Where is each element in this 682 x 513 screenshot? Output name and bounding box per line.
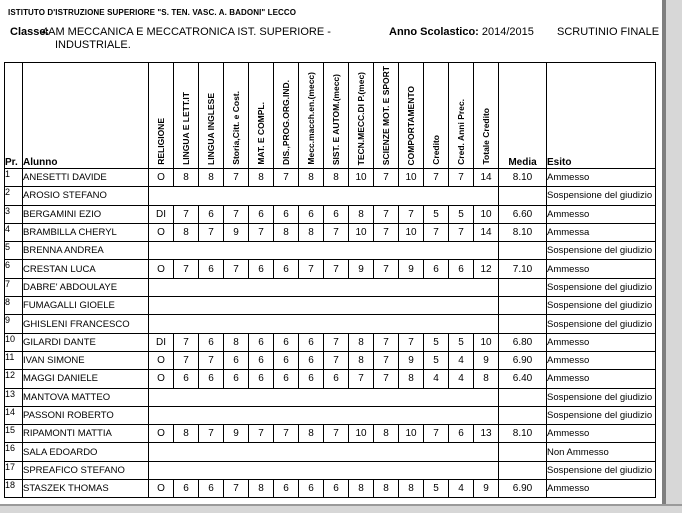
grade-cell-11: 4 [424,370,449,388]
media-cell: 6.60 [499,205,547,223]
classe-value-line2: INDUSTRIALE. [55,39,131,51]
column-header-alunno: Alunno [23,63,149,169]
grades-empty-cell [149,297,499,315]
row-number: 11 [5,351,23,369]
esito-cell: Sospensione del giudizio [547,278,656,296]
row-number: 2 [5,187,23,205]
grade-cell-11: 5 [424,480,449,498]
grade-cell-1: 7 [174,205,199,223]
classe-value-line1: 4AM MECCANICA E MECCATRONICA IST. SUPERIORE - [42,26,331,38]
grade-cell-7: 7 [324,260,349,278]
media-cell: 6.90 [499,351,547,369]
grade-cell-2: 6 [199,333,224,351]
grade-cell-1: 7 [174,333,199,351]
media-cell: 8.10 [499,425,547,443]
grade-cell-6: 6 [299,480,324,498]
scrutinio-finale-label: SCRUTINIO FINALE [557,26,660,38]
esito-cell: Sospensione del giudizio [547,297,656,315]
row-number: 15 [5,425,23,443]
grade-cell-1: 8 [174,425,199,443]
media-cell: 8.10 [499,223,547,241]
student-name: CRESTAN LUCA [23,260,149,278]
grade-cell-5: 7 [274,169,299,187]
grade-cell-10: 9 [399,260,424,278]
grade-cell-12: 6 [449,260,474,278]
media-cell: 7.10 [499,260,547,278]
row-number: 7 [5,278,23,296]
column-header-subject-8: TECN.MECC.DI P.(mec) [349,63,374,169]
grade-cell-9: 8 [374,480,399,498]
grade-cell-12: 4 [449,351,474,369]
grade-cell-9: 7 [374,169,399,187]
media-cell [499,278,547,296]
anno-scolastico-value: 2014/2015 [481,26,534,38]
table-row [5,187,656,205]
esito-cell: Ammesso [547,351,656,369]
grade-cell-3: 8 [224,333,249,351]
grade-cell-13: 14 [474,169,499,187]
media-cell: 6.40 [499,370,547,388]
column-header-subject-11: Credito [424,63,449,169]
grade-cell-8: 7 [349,370,374,388]
grade-cell-11: 6 [424,260,449,278]
grade-cell-12: 4 [449,370,474,388]
table-row [5,223,656,241]
grade-cell-12: 6 [449,425,474,443]
school-name: ISTITUTO D'ISTRUZIONE SUPERIORE "S. TEN. VASC. A. BADONI" LECCO [8,8,297,17]
esito-cell: Sospensione del giudizio [547,388,656,406]
row-number: 12 [5,370,23,388]
grade-cell-4: 8 [249,169,274,187]
grade-cell-12: 7 [449,223,474,241]
row-number: 9 [5,315,23,333]
grade-cell-6: 6 [299,370,324,388]
grade-cell-8: 9 [349,260,374,278]
student-name: MANTOVA MATTEO [23,388,149,406]
grade-cell-10: 8 [399,480,424,498]
grade-cell-11: 7 [424,223,449,241]
grade-cell-3: 7 [224,169,249,187]
grades-empty-cell [149,315,499,333]
grades-table [4,62,656,498]
column-header-subject-5: DIS.,PROG.ORG.IND. [274,63,299,169]
esito-cell: Sospensione del giudizio [547,406,656,424]
grade-cell-4: 7 [249,425,274,443]
grade-cell-2: 6 [199,480,224,498]
grade-cell-1: 8 [174,169,199,187]
esito-cell: Ammesso [547,169,656,187]
esito-cell: Ammesso [547,370,656,388]
grade-cell-3: 7 [224,260,249,278]
grade-cell-0: O [149,351,174,369]
grade-cell-9: 7 [374,370,399,388]
grade-cell-4: 6 [249,205,274,223]
grade-cell-4: 8 [249,480,274,498]
student-name: RIPAMONTI MATTIA [23,425,149,443]
grade-cell-9: 7 [374,205,399,223]
grade-cell-7: 6 [324,205,349,223]
grade-cell-6: 8 [299,425,324,443]
grade-cell-8: 8 [349,205,374,223]
column-header-subject-12: Cred. Anni Prec. [449,63,474,169]
grade-cell-13: 9 [474,480,499,498]
student-name: SPREAFICO STEFANO [23,461,149,479]
grade-cell-2: 7 [199,351,224,369]
grade-cell-2: 6 [199,260,224,278]
table-row [5,443,656,461]
grade-cell-8: 8 [349,351,374,369]
table-row [5,315,656,333]
grade-cell-8: 10 [349,425,374,443]
grade-cell-13: 12 [474,260,499,278]
grade-cell-10: 10 [399,223,424,241]
grade-cell-9: 7 [374,260,399,278]
grade-cell-10: 7 [399,205,424,223]
grade-cell-7: 7 [324,333,349,351]
student-name: BRAMBILLA CHERYL [23,223,149,241]
grade-cell-6: 6 [299,205,324,223]
grade-cell-5: 6 [274,351,299,369]
grade-cell-2: 7 [199,223,224,241]
grades-empty-cell [149,187,499,205]
grade-cell-4: 6 [249,351,274,369]
grade-cell-3: 7 [224,480,249,498]
grade-cell-10: 10 [399,169,424,187]
grade-cell-7: 8 [324,169,349,187]
grade-cell-6: 6 [299,333,324,351]
row-number: 1 [5,169,23,187]
table-row [5,425,656,443]
esito-cell: Ammessa [547,223,656,241]
row-number: 5 [5,242,23,260]
student-name: AROSIO STEFANO [23,187,149,205]
row-number: 8 [5,297,23,315]
column-header-subject-10: COMPORTAMENTO [399,63,424,169]
media-cell [499,443,547,461]
grade-cell-13: 13 [474,425,499,443]
student-name: SALA EDOARDO [23,443,149,461]
grade-cell-3: 9 [224,223,249,241]
grade-cell-12: 5 [449,205,474,223]
grade-cell-5: 6 [274,333,299,351]
esito-cell: Ammesso [547,480,656,498]
row-number: 4 [5,223,23,241]
table-row [5,169,656,187]
row-number: 3 [5,205,23,223]
grade-cell-7: 7 [324,425,349,443]
grades-empty-cell [149,388,499,406]
grade-cell-4: 6 [249,333,274,351]
table-row [5,461,656,479]
table-row [5,370,656,388]
grade-cell-0: DI [149,333,174,351]
grade-cell-3: 6 [224,351,249,369]
student-name: BRENNA ANDREA [23,242,149,260]
grade-cell-4: 7 [249,223,274,241]
grade-cell-11: 5 [424,333,449,351]
grade-cell-3: 6 [224,370,249,388]
grade-cell-13: 10 [474,205,499,223]
esito-cell: Sospensione del giudizio [547,187,656,205]
media-cell: 6.90 [499,480,547,498]
grade-cell-10: 8 [399,370,424,388]
grade-cell-7: 7 [324,351,349,369]
grades-empty-cell [149,443,499,461]
media-cell [499,406,547,424]
grade-cell-0: DI [149,205,174,223]
grade-cell-3: 9 [224,425,249,443]
grade-cell-10: 7 [399,333,424,351]
student-name: GHISLENI FRANCESCO [23,315,149,333]
column-header-subject-0: RELIGIONE [149,63,174,169]
media-cell [499,388,547,406]
column-header-subject-7: SIST. E AUTOM.(mecc) [324,63,349,169]
grade-cell-11: 7 [424,425,449,443]
grade-cell-6: 8 [299,223,324,241]
column-header-subject-4: MAT. E COMPL. [249,63,274,169]
row-number: 18 [5,480,23,498]
grade-cell-5: 7 [274,425,299,443]
grade-cell-0: O [149,223,174,241]
column-header-media: Media [499,63,547,169]
grade-cell-5: 6 [274,260,299,278]
table-row [5,480,656,498]
grade-cell-5: 6 [274,370,299,388]
row-number: 6 [5,260,23,278]
row-number: 16 [5,443,23,461]
grade-cell-2: 7 [199,425,224,443]
student-name: PASSONI ROBERTO [23,406,149,424]
esito-cell: Ammesso [547,425,656,443]
grade-cell-2: 8 [199,169,224,187]
table-row [5,205,656,223]
anno-scolastico-label: Anno Scolastico: [389,26,479,38]
student-name: ANESETTI DAVIDE [23,169,149,187]
column-header-subject-6: Mecc.macch.en.(mecc) [299,63,324,169]
row-number: 10 [5,333,23,351]
media-cell: 8.10 [499,169,547,187]
media-cell [499,315,547,333]
grade-cell-1: 7 [174,351,199,369]
table-row [5,260,656,278]
table-row [5,406,656,424]
media-cell: 6.80 [499,333,547,351]
table-row [5,333,656,351]
grade-cell-0: O [149,370,174,388]
grades-empty-cell [149,461,499,479]
grade-cell-8: 10 [349,169,374,187]
esito-cell: Ammesso [547,333,656,351]
grade-cell-9: 7 [374,223,399,241]
grade-cell-11: 5 [424,351,449,369]
grade-cell-10: 9 [399,351,424,369]
table-row [5,351,656,369]
student-name: FUMAGALLI GIOELE [23,297,149,315]
table-row [5,278,656,296]
grade-cell-12: 4 [449,480,474,498]
student-name: IVAN SIMONE [23,351,149,369]
grade-cell-0: O [149,169,174,187]
column-header-pr: Pr. [5,63,23,169]
header-row [5,63,656,169]
table-row [5,297,656,315]
esito-cell: Ammesso [547,205,656,223]
row-number: 17 [5,461,23,479]
media-cell [499,187,547,205]
grades-empty-cell [149,278,499,296]
grade-cell-7: 6 [324,480,349,498]
grade-cell-1: 6 [174,480,199,498]
grade-cell-13: 9 [474,351,499,369]
grade-cell-8: 8 [349,480,374,498]
esito-cell: Ammesso [547,260,656,278]
student-name: DABRE' ABDOULAYE [23,278,149,296]
grade-cell-3: 7 [224,205,249,223]
window-border-right [662,0,682,513]
grades-empty-cell [149,242,499,260]
grade-cell-1: 8 [174,223,199,241]
grade-cell-13: 8 [474,370,499,388]
grade-cell-5: 6 [274,205,299,223]
row-number: 14 [5,406,23,424]
grade-cell-13: 14 [474,223,499,241]
grade-cell-0: O [149,260,174,278]
column-header-esito: Esito [547,63,656,169]
grade-cell-11: 7 [424,169,449,187]
media-cell [499,461,547,479]
media-cell [499,297,547,315]
student-name: MAGGI DANIELE [23,370,149,388]
grade-cell-10: 10 [399,425,424,443]
classe-value [42,26,372,52]
grade-cell-9: 8 [374,425,399,443]
grade-cell-0: O [149,480,174,498]
grade-cell-5: 6 [274,480,299,498]
student-name: GILARDI DANTE [23,333,149,351]
grade-cell-1: 7 [174,260,199,278]
grade-cell-11: 5 [424,205,449,223]
row-number: 13 [5,388,23,406]
grade-cell-12: 5 [449,333,474,351]
grade-cell-0: O [149,425,174,443]
grade-cell-8: 10 [349,223,374,241]
classe-label: Classe: [10,26,50,38]
column-header-subject-2: LINGUA INGLESE [199,63,224,169]
grade-cell-2: 6 [199,370,224,388]
grade-cell-7: 7 [324,223,349,241]
grade-cell-1: 6 [174,370,199,388]
esito-cell: Sospensione del giudizio [547,315,656,333]
grade-cell-12: 7 [449,169,474,187]
grade-cell-4: 6 [249,370,274,388]
column-header-subject-3: Storia,Citt. e Cost. [224,63,249,169]
grade-cell-6: 7 [299,260,324,278]
grade-cell-6: 8 [299,169,324,187]
grade-cell-13: 10 [474,333,499,351]
grade-cell-4: 6 [249,260,274,278]
grade-cell-9: 7 [374,351,399,369]
table-row [5,388,656,406]
column-header-subject-9: SCIENZE MOT. E SPORT [374,63,399,169]
column-header-subject-13: Totale Credito [474,63,499,169]
window-border-bottom [0,504,682,513]
table-row [5,242,656,260]
grade-cell-6: 6 [299,351,324,369]
grade-cell-7: 6 [324,370,349,388]
esito-cell: Non Ammesso [547,443,656,461]
esito-cell: Sospensione del giudizio [547,461,656,479]
student-name: STASZEK THOMAS [23,480,149,498]
grade-cell-5: 8 [274,223,299,241]
grade-cell-8: 8 [349,333,374,351]
grades-empty-cell [149,406,499,424]
anno-scolastico [389,26,534,38]
esito-cell: Sospensione del giudizio [547,242,656,260]
media-cell [499,242,547,260]
grade-cell-9: 7 [374,333,399,351]
grade-cell-2: 6 [199,205,224,223]
column-header-subject-1: LINGUA E LETT.IT [174,63,199,169]
student-name: BERGAMINI EZIO [23,205,149,223]
